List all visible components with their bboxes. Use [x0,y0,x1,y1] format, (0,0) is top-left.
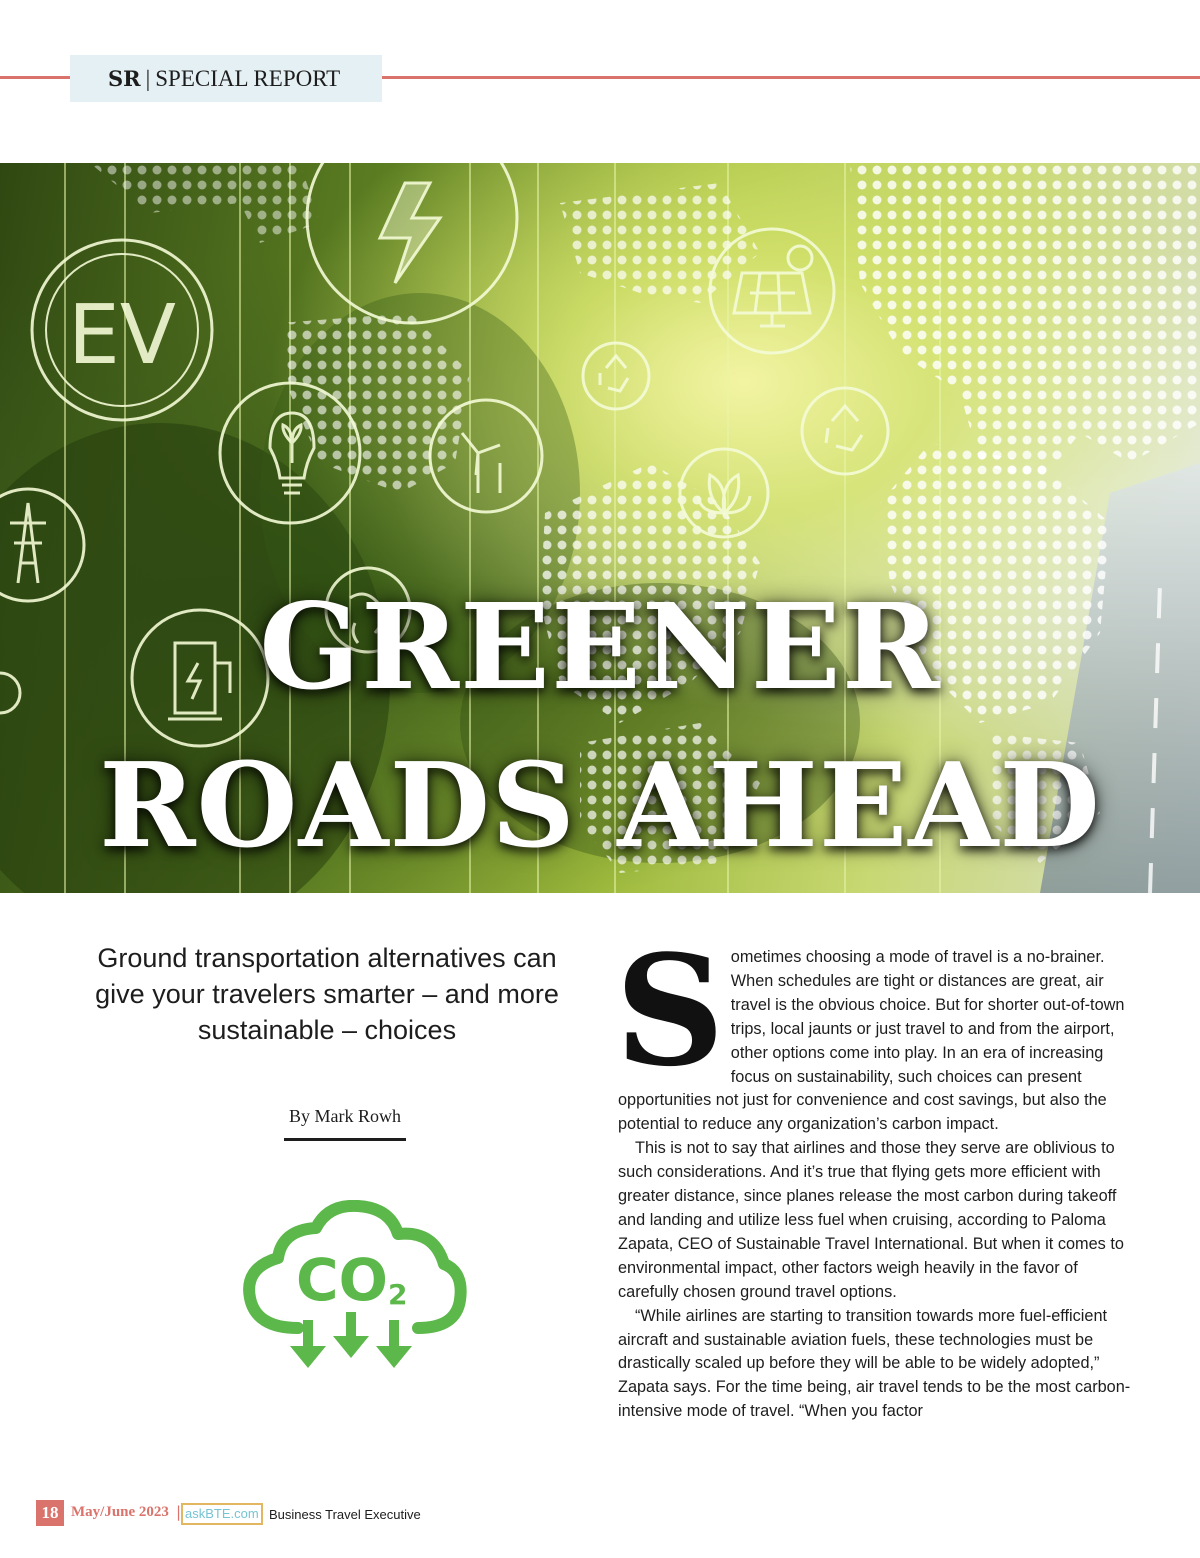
co2-cloud-icon [238,1200,468,1380]
article-paragraph [615,921,1134,1137]
co2-subscript: 2 [388,1278,408,1311]
down-arrows-icon [290,1312,412,1368]
ev-label: EV [68,288,176,383]
publication-name: Business Travel Executive [269,1507,421,1522]
headline-line1: GREENER [259,577,941,716]
drop-cap: S [615,921,725,1100]
article-body [615,921,1134,1424]
article-paragraph: This is not to say that airlines and those they serve are oblivious to such considerations. And it’s true that flying gets more efficient with greater distance, since planes release the most carbon during takeoff and landing and utilize less fuel when cruising, according to Paloma Zapata, CEO of Sustainable Travel International. But when it comes to environmental impact, other factors weigh heavily in the favor of carefully chosen ground travel options. [618,1139,1124,1301]
hero-image [0,163,1200,893]
footer-separator: | [176,1503,182,1521]
paragraph-text: ometimes choosing a mode of travel is a no-brainer. When schedules are tight or distances are great, air travel is the obvious choice. But for shorter out-of-town trips, local jaunts or just travel to and from the airport, other options come into play. In an era of increasing focus on sustainability, such choices can present opportunities not just for convenience and cost savings, but also the potential to reduce any organization’s carbon impact. [618,948,1125,1134]
article-paragraph: “While airlines are starting to transition towards more fuel-efficient aircraft and sustainable aviation fuels, these technologies must be drastically scaled up before they will be able to be widely adopted,” Zapata says. For the time being, air travel tends to be the most carbon-intensive mode of travel. “When you factor [618,1306,1131,1421]
section-label: SPECIAL REPORT [155,65,341,91]
header-rule-left [0,76,72,79]
section-separator: | [145,65,151,91]
issue-date: May/June 2023 [71,1504,169,1520]
page-number: 18 [36,1500,64,1526]
headline-line2: ROADS AHEAD [99,738,1101,874]
section-abbr: SR [108,66,141,91]
header-rule-right [382,76,1200,79]
website-link[interactable]: askBTE.com [181,1503,263,1525]
deck-subheadline: Ground transportation alternatives can give your travelers smarter – and more sustainable – choices [95,943,559,1045]
section-tab [70,55,382,102]
byline: By Mark Rowh [284,1106,406,1141]
co2-label: CO [296,1246,388,1314]
